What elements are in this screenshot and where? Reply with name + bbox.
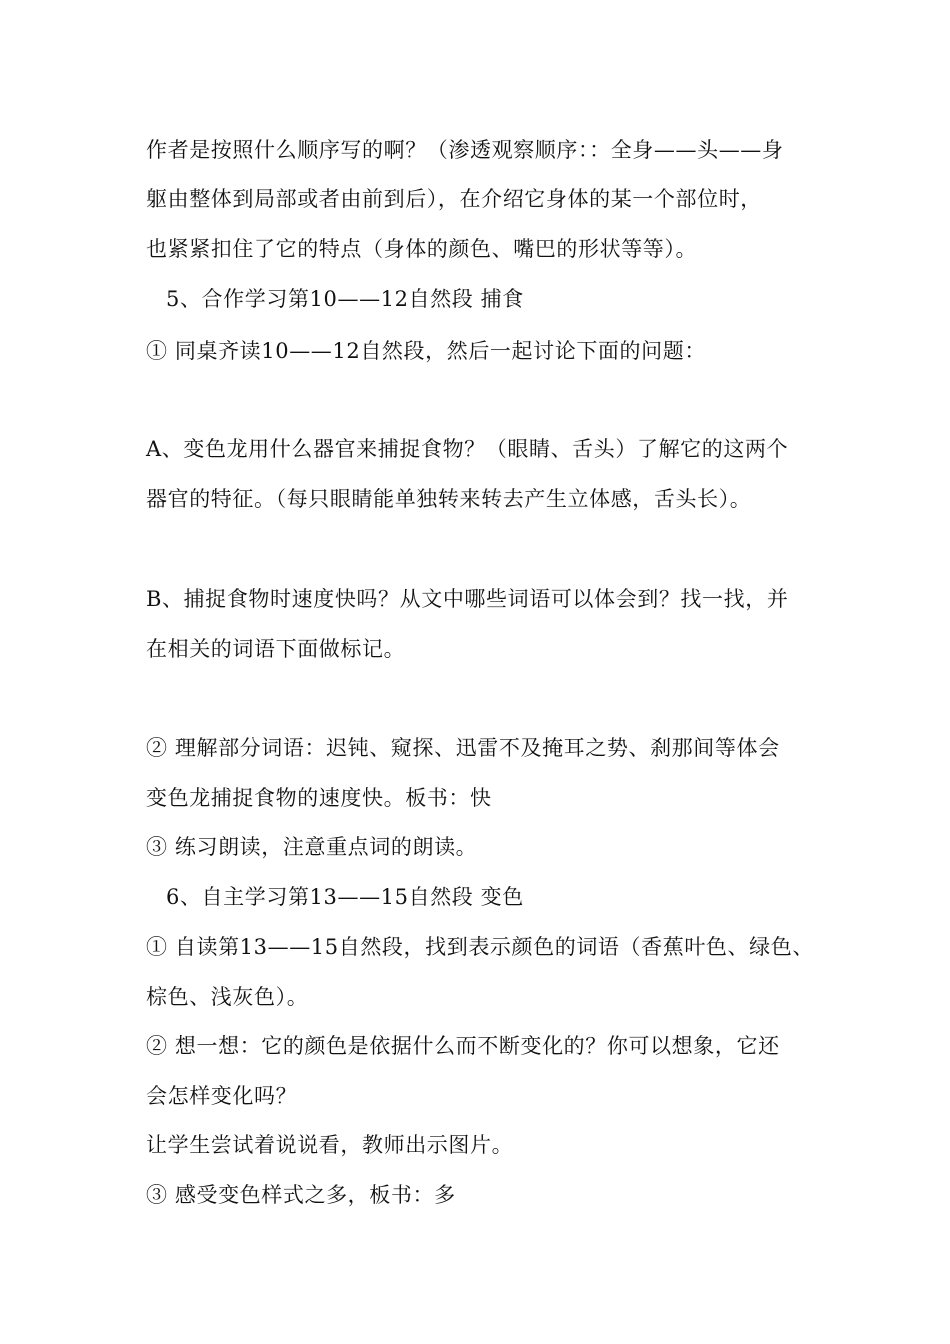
question-line: A、变色龙用什么器官来捕捉食物？（眼睛、舌头）了解它的这两个 [146, 437, 789, 461]
list-item: 会怎样变化吗？ [146, 1084, 298, 1108]
list-item: 变色龙捕捉食物的速度快。板书：快 [146, 786, 492, 810]
list-item: ③ 感受变色样式之多，板书：多 [146, 1183, 456, 1207]
paragraph-line: 躯由整体到局部或者由前到后），在介绍它身体的某一个部位时， [146, 187, 762, 211]
paragraph-line: 也紧紧扣住了它的特点（身体的颜色、嘴巴的形状等等）。 [146, 237, 698, 261]
question-line: B、捕捉食物时速度快吗？从文中哪些词语可以体会到？找一找，并 [146, 587, 789, 611]
paragraph-line: 作者是按照什么顺序写的啊？（渗透观察顺序：：全身——头——身 [146, 138, 784, 162]
list-item: ③ 练习朗读，注意重点词的朗读。 [146, 835, 478, 859]
list-item: ① 自读第13——15自然段，找到表示颜色的词语（香蕉叶色、绿色、 [146, 935, 814, 959]
list-item: ② 想一想：它的颜色是依据什么而不断变化的？你可以想象，它还 [146, 1034, 780, 1058]
list-item: ① 同桌齐读10——12自然段，然后一起讨论下面的问题： [146, 339, 706, 363]
list-item: ② 理解部分词语：迟钝、窥探、迅雷不及掩耳之势、刹那间等体会 [146, 736, 780, 760]
paragraph-line: 让学生尝试着说说看，教师出示图片。 [146, 1133, 514, 1157]
section-heading: 6、自主学习第13——15自然段 变色 [166, 885, 524, 909]
list-item: 棕色、浅灰色）。 [146, 985, 309, 1009]
question-line: 在相关的词语下面做标记。 [146, 637, 406, 661]
question-line: 器官的特征。（每只眼睛能单独转来转去产生立体感，舌头长）。 [146, 487, 752, 511]
section-heading: 5、合作学习第10——12自然段 捕食 [166, 287, 524, 311]
